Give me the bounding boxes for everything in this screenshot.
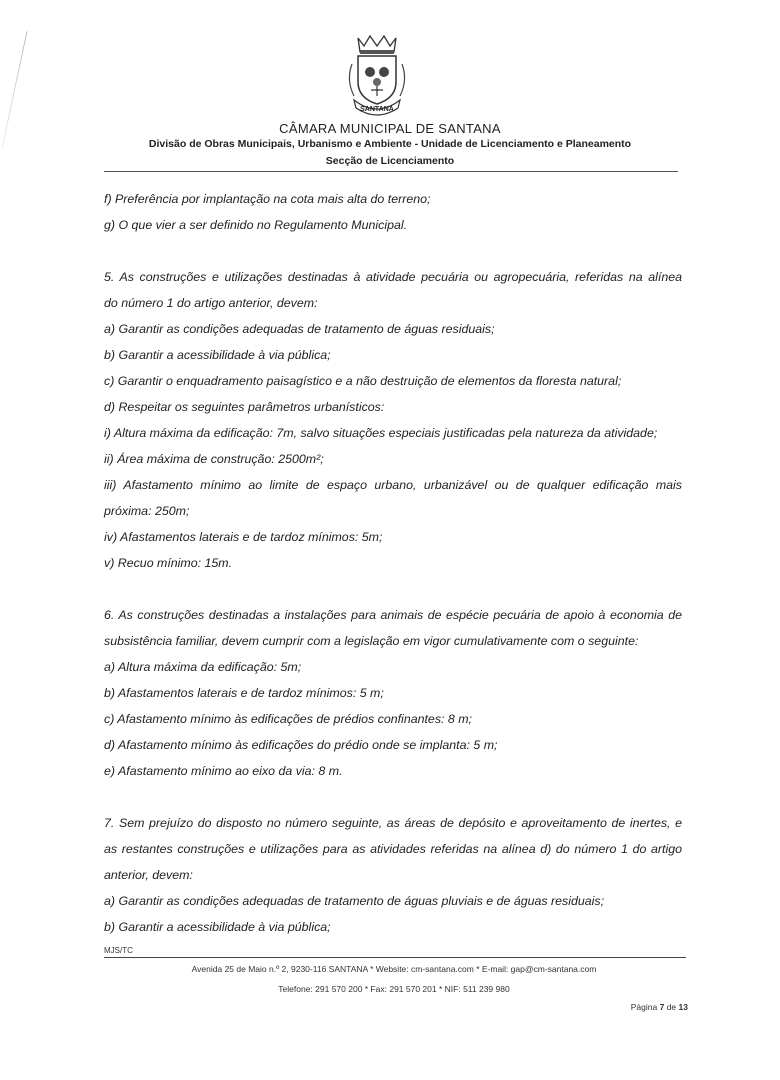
text-line: v) Recuo mínimo: 15m. <box>104 556 233 570</box>
text-line: a) Garantir as condições adequadas de tratamento de águas residuais; <box>104 322 495 336</box>
text-line: f) Preferência por implantação na cota mais alta do terreno; <box>104 192 431 206</box>
paragraph-gap <box>104 238 682 264</box>
text-line: as restantes construções e utilizações para as atividades referidas na alínea d) do número 1 do artigo <box>104 842 682 856</box>
municipal-crest-icon <box>338 34 416 118</box>
text-line: próxima: 250m; <box>104 504 190 518</box>
text-line: do número 1 do artigo anterior, devem: <box>104 296 318 310</box>
text-line: d) Respeitar os seguintes parâmetros urbanísticos: <box>104 400 385 414</box>
text-line: b) Garantir a acessibilidade à via pública; <box>104 920 331 934</box>
section-name: Secção de Licenciamento <box>325 155 455 167</box>
text-line: ii) Área máxima de construção: 2500m²; <box>104 452 324 466</box>
text-line: b) Garantir a acessibilidade à via pública; <box>104 348 331 362</box>
text-line: c) Afastamento mínimo às edificações de prédios confinantes: 8 m; <box>104 712 472 726</box>
paragraph-gap <box>104 784 682 810</box>
text-line: subsistência familiar, devem cumprir com a legislação em vigor cumulativamente com o seguinte: <box>104 634 639 648</box>
page-current: 7 <box>659 1002 665 1012</box>
division-name: Divisão de Obras Municipais, Urbanismo e Ambiente - Unidade de Licenciamento e Planeamento <box>148 138 632 150</box>
text-line: 5. As construções e utilizações destinadas à atividade pecuária ou agropecuária, referidas na alínea <box>104 270 682 284</box>
footer-divider <box>104 957 686 958</box>
text-line: iii) Afastamento mínimo ao limite de espaço urbano, urbanizável ou de qualquer edificação mais <box>104 478 682 492</box>
text-line: anterior, devem: <box>104 868 193 882</box>
footer-contacts: Telefone: 291 570 200 * Fax: 291 570 201 * NIF: 511 239 980 <box>278 984 510 994</box>
text-line: iv) Afastamentos laterais e de tardoz mínimos: 5m; <box>104 530 383 544</box>
document-body <box>104 186 682 940</box>
header-divider <box>104 171 678 172</box>
page-of: de <box>666 1002 677 1012</box>
text-line: b) Afastamentos laterais e de tardoz mínimos: 5 m; <box>104 686 384 700</box>
org-title: CÂMARA MUNICIPAL DE SANTANA <box>279 121 501 136</box>
footer-address: Avenida 25 de Maio n.º 2, 9230-116 SANTANA * Website: cm-santana.com * E-mail: gap@cm-santana.com <box>191 964 597 974</box>
text-line: a) Garantir as condições adequadas de tratamento de águas pluviais e de águas residuais; <box>104 894 605 908</box>
svg-text:SANTANA: SANTANA <box>360 106 394 113</box>
text-line: e) Afastamento mínimo ao eixo da via: 8 m. <box>104 764 343 778</box>
paragraph-gap <box>104 576 682 602</box>
page-word: Página <box>630 1002 658 1012</box>
text-line: 6. As construções destinadas a instalações para animais de espécie pecuária de apoio à economia de <box>104 608 682 622</box>
text-line: d) Afastamento mínimo às edificações do prédio onde se implanta: 5 m; <box>104 738 498 752</box>
text-line: g) O que vier a ser definido no Regulamento Municipal. <box>104 218 408 232</box>
text-line: 7. Sem prejuízo do disposto no número seguinte, as áreas de depósito e aproveitamento de inertes, e <box>104 816 682 830</box>
text-line: i) Altura máxima da edificação: 7m, salvo situações especiais justificadas pela natureza da atividade; <box>104 426 658 440</box>
author-initials: MJS/TC <box>104 946 133 955</box>
text-line: c) Garantir o enquadramento paisagístico e a não destruição de elementos da floresta natural; <box>104 374 622 388</box>
text-line: a) Altura máxima da edificação: 5m; <box>104 660 302 674</box>
page-number <box>631 1002 688 1012</box>
page-total: 13 <box>678 1002 688 1012</box>
